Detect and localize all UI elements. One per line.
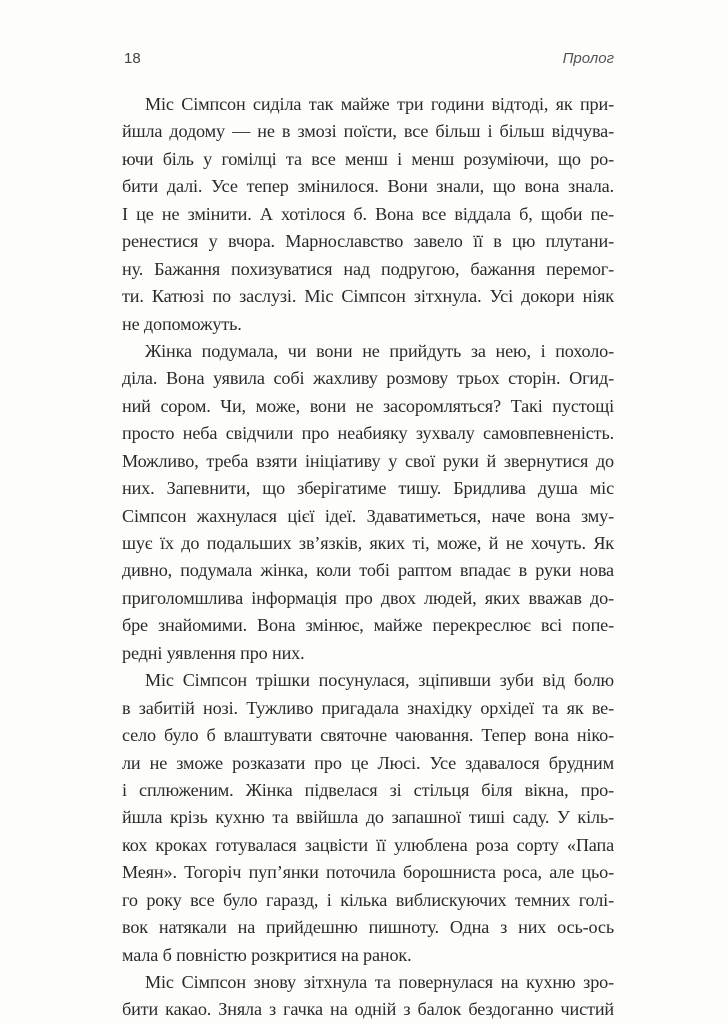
paragraph <box>122 338 614 667</box>
text-line: ну. Бажання похизуватися над подругою, бажання перемог- <box>122 258 614 279</box>
paragraph <box>122 667 614 969</box>
text-line: йшла крізь кухню та ввійшла до запашної тиші саду. У кіль- <box>122 807 614 828</box>
text-line: кох кроках готувалася зацвісти її улюблена роза сорту «Папа <box>122 834 614 855</box>
text-line: вок натякали на прийдешню пишноту. Одна з них ось-ось <box>122 917 614 938</box>
text-line: ючи біль у гомілці та все менш і менш розуміючи, що ро- <box>122 148 614 169</box>
text-line: просто неба свідчили про неабияку зухвалу самовпевненість. <box>122 423 614 444</box>
text-line: в забитій нозі. Тужливо пригадала знахідку орхідеї та як ве- <box>122 697 614 718</box>
text-line: ли не зможе розказати про це Люсі. Усе здавалося брудним <box>122 752 614 773</box>
text-line: бре знайомими. Вона змінює, майже перекреслює всі попе- <box>122 615 614 636</box>
text-line: І це не змінити. А хотілося б. Вона все віддала б, щоби пе- <box>122 203 614 224</box>
text-line: і сплюженим. Жінка підвелася зі стільця біля вікна, про- <box>122 779 614 800</box>
text-line: село було б влаштувати святочне чаювання. Тепер вона ніко- <box>122 725 614 746</box>
text-line: Сімпсон жахнулася цієї ідеї. Здаватиметься, наче вона зму- <box>122 505 614 526</box>
text-line: ренестися у вчора. Марнославство завело її в цю плутани- <box>122 231 614 252</box>
text-line: Меян». Тогоріч пуп’янки поточила борошниста роса, але цьо- <box>122 862 614 883</box>
text-line: ти. Катюзі по заслузі. Міс Сімпсон зітхнула. Усі докори ніяк <box>122 286 614 307</box>
text-line: приголомшлива інформація про двох людей, яких вважав до- <box>122 587 614 608</box>
text-line: діла. Вона уявила собі жахливу розмову трьох сторін. Огид- <box>122 368 614 389</box>
text-line: Жінка подумала, чи вони не прийдуть за нею, і похоло- <box>145 340 614 361</box>
body-text <box>122 91 614 1024</box>
text-line: Міс Сімпсон трішки посунулася, зціпивши зуби від болю <box>145 670 614 691</box>
text-line: не допоможуть. <box>122 313 242 334</box>
text-line: мала б повністю розкритися на ранок. <box>122 944 412 965</box>
text-line: ний сором. Чи, може, вони не засоромляться? Такі пустощі <box>122 395 614 416</box>
paragraph <box>122 969 614 1024</box>
text-line: шує їх до подальших зв’язків, яких ті, може, й не хочуть. Як <box>122 533 614 553</box>
text-line: бити далі. Усе тепер змінилося. Вони знали, що вона знала. <box>122 176 614 197</box>
text-line: Міс Сімпсон знову зітхнула та повернулася на кухню зро- <box>145 972 614 992</box>
paragraph <box>122 91 614 338</box>
page-number: 18 <box>124 50 141 67</box>
text-line: них. Запевнити, що зберігатиме тишу. Бридлива душа міс <box>122 478 614 499</box>
text-line: редні уявлення про них. <box>122 642 305 663</box>
text-line: дивно, подумала жінка, коли тобі раптом впадає в руки нова <box>122 560 614 581</box>
text-line: йшла додому — не в змозі поїсти, все більш і більш відчува- <box>122 121 614 142</box>
running-head-title: Пролог <box>562 50 614 67</box>
text-line: бити какао. Зняла з гачка на одній з балок бездоганно чистий <box>122 999 614 1020</box>
text-line: го року все було гаразд, і кілька виблискуючих темних голі- <box>122 889 614 910</box>
text-line: Можливо, треба взяти ініціативу у свої руки й звернутися до <box>122 450 614 471</box>
text-line: Міс Сімпсон сиділа так майже три години відтоді, як при- <box>145 94 614 114</box>
